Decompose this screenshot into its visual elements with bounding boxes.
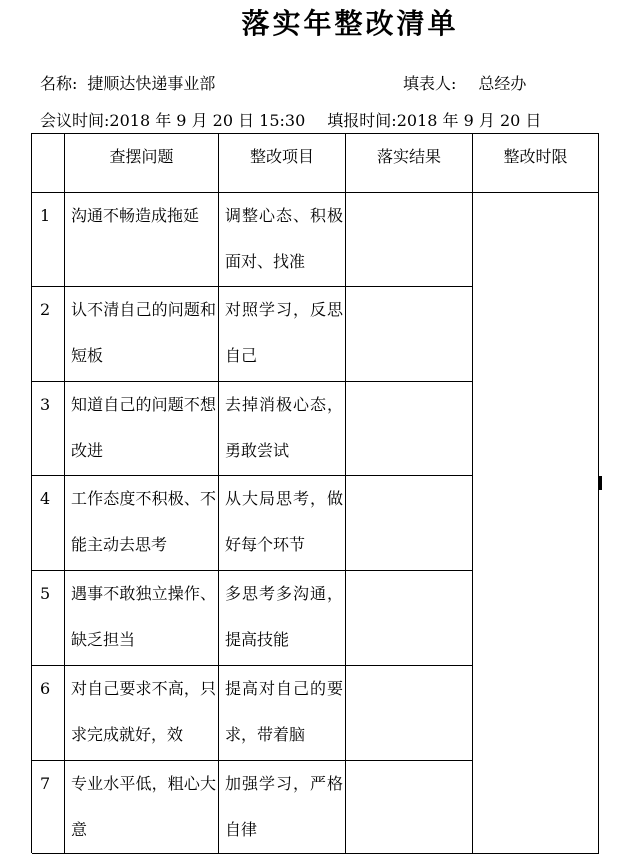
result-cell [346, 666, 472, 760]
problem-cell: 工作态度不积极、不能主动去思考 [71, 489, 216, 554]
header-deadline: 整改时限 [503, 147, 568, 166]
item-cell: 多思考多沟通，提高技能 [225, 584, 343, 649]
problem-cell: 知道自己的问题不想改进 [71, 395, 216, 460]
time-line [40, 108, 541, 131]
problem-cell: 对自己要求不高，只求完成就好，效 [71, 679, 216, 744]
result-cell [346, 761, 472, 853]
org-name [40, 71, 215, 94]
problem-cell: 沟通不畅造成拖延 [71, 206, 200, 225]
report-time-value: 2018 年 9 月 20 日 [396, 111, 542, 130]
result-cell [346, 571, 472, 665]
problem-cell: 专业水平低，粗心大意 [71, 774, 216, 839]
row-number: 7 [40, 774, 51, 793]
header-problem: 查摆问题 [109, 147, 174, 166]
item-cell: 加强学习，严格自律 [225, 774, 343, 839]
row-number: 3 [40, 395, 51, 414]
meeting-time-label: 会议时间: [40, 111, 110, 130]
page-title: 落实年整改清单 [241, 7, 459, 40]
item-cell: 提高对自己的要求，带着脑 [225, 679, 343, 744]
deadline-cell [473, 193, 598, 853]
filler [403, 71, 526, 94]
item-cell: 从大局思考，做好每个环节 [225, 489, 343, 554]
text-cursor [599, 476, 602, 490]
item-cell: 调整心态、积极面对、找准 [225, 206, 343, 271]
filler-label: 填表人: [403, 74, 457, 93]
result-cell [346, 382, 472, 475]
result-cell [346, 476, 472, 570]
row-number: 6 [40, 679, 51, 698]
filler-value: 总经办 [478, 74, 527, 93]
result-cell [346, 193, 472, 286]
rectification-table [31, 133, 599, 853]
meeting-time-value: 2018 年 9 月 20 日 15:30 [109, 111, 306, 130]
result-cell [346, 287, 472, 381]
header-item: 整改项目 [249, 147, 314, 166]
report-time-label: 填报时间: [327, 111, 397, 130]
problem-cell: 遇事不敢独立操作、缺乏担当 [71, 584, 216, 649]
row-number: 1 [40, 206, 51, 225]
name-label: 名称: [40, 74, 78, 93]
row-number: 5 [40, 584, 51, 603]
problem-cell: 认不清自己的问题和短板 [71, 300, 216, 365]
item-cell: 对照学习，反思自己 [225, 300, 343, 365]
name-value: 捷顺达快递事业部 [87, 74, 216, 93]
item-cell: 去掉消极心态，勇敢尝试 [225, 395, 343, 460]
row-number: 2 [40, 300, 51, 319]
row-number: 4 [40, 489, 51, 508]
header-result: 落实结果 [376, 147, 441, 166]
